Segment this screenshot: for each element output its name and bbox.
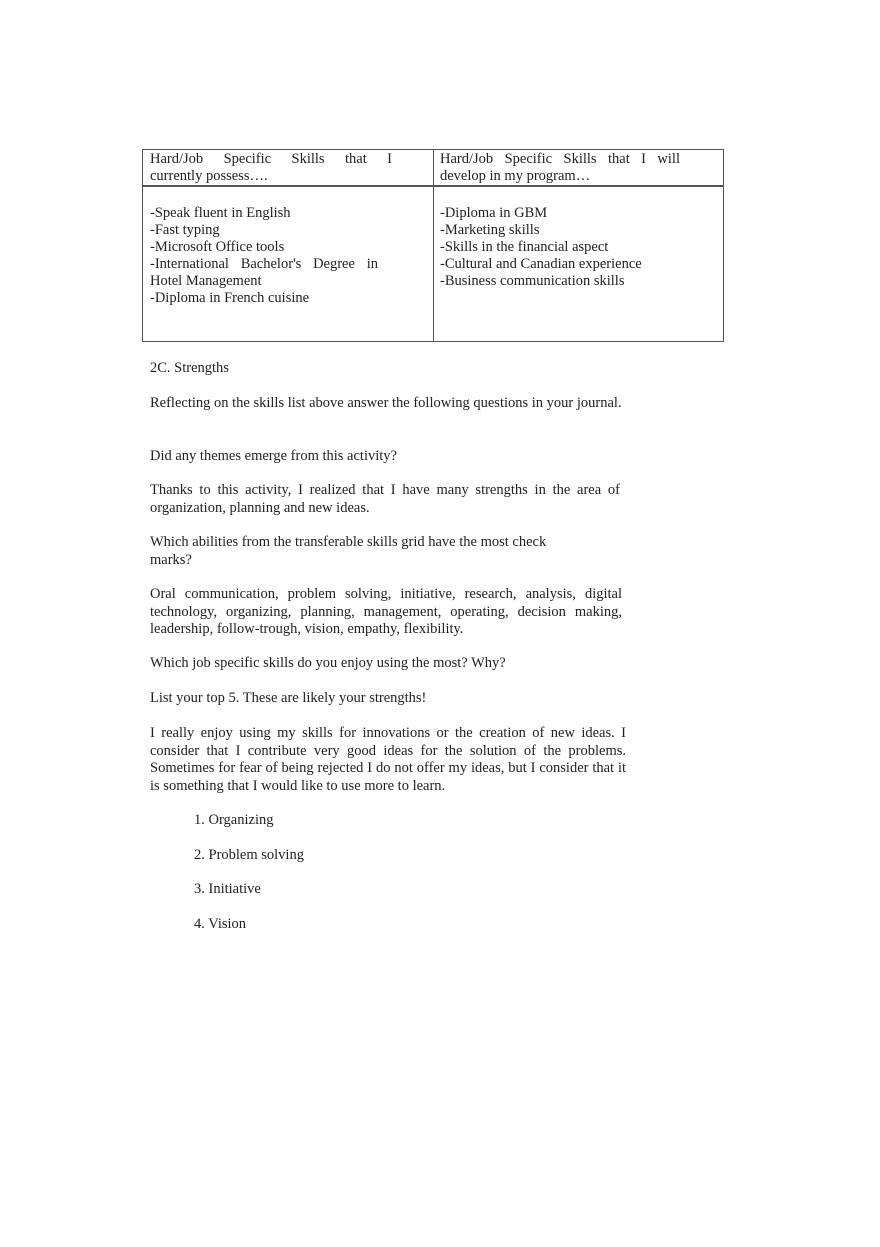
develop-skill-item: -Skills in the financial aspect — [440, 239, 609, 255]
section-title: 2C. Strengths — [150, 360, 229, 376]
answer-check-marks: Oral communication, problem solving, initiative, research, analysis, digital technology, organizing, planning, management, operating, decision making, leadership, follow-trough, vision, empathy, flexibility. — [150, 586, 622, 637]
top-list-item: 2. Problem solving — [194, 847, 304, 863]
question-check-marks: Which abilities from the transferable skills grid have the most check marks? — [150, 534, 547, 568]
question-themes: Did any themes emerge from this activity? — [150, 448, 397, 464]
current-skill-item: -Speak fluent in English — [150, 205, 291, 221]
answer-themes: Thanks to this activity, I realized that I have many strengths in the area of organization, planning and new ideas. — [150, 482, 620, 516]
current-skills-header-line: Hard/Job Specific Skills that I — [150, 151, 392, 167]
current-skills-header — [150, 151, 392, 185]
current-skill-item: -Diploma in French cuisine — [150, 290, 310, 306]
develop-skills-header — [440, 151, 680, 185]
top-list-item: 4. Vision — [194, 916, 247, 932]
answer-enjoy-skills: I really enjoy using my skills for innovations or the creation of new ideas. I consider that I contribute very good ideas for the solution of the problems. Sometimes for fear of being rejected I do not offer my ideas, but I consider that it is something that I would like to use more to learn. — [150, 725, 626, 794]
current-skill-item: -Microsoft Office tools — [150, 239, 285, 255]
top-list-item: 1. Organizing — [194, 812, 274, 828]
question-top-five: List your top 5. These are likely your strengths! — [150, 690, 427, 706]
skills-table — [142, 149, 724, 342]
current-skills-list — [150, 205, 378, 307]
develop-skill-item: -Diploma in GBM — [440, 205, 548, 221]
develop-skills-list — [440, 205, 700, 290]
develop-skills-column — [434, 150, 723, 341]
current-skills-column — [143, 150, 434, 341]
develop-skills-header-line: develop in my program… — [440, 168, 591, 184]
current-skill-item: -Fast typing — [150, 222, 220, 238]
top-list-item: 3. Initiative — [194, 881, 261, 897]
question-enjoy-skills: Which job specific skills do you enjoy using the most? Why? — [150, 655, 506, 671]
header-divider — [143, 185, 723, 187]
develop-skill-item: -Business communication skills — [440, 273, 625, 289]
develop-skills-header-line: Hard/Job Specific Skills that I will — [440, 151, 680, 167]
develop-skill-item: -Cultural and Canadian experience — [440, 256, 642, 272]
develop-skill-item: -Marketing skills — [440, 222, 540, 238]
current-skills-header-line: currently possess…. — [150, 168, 268, 184]
current-skill-item: -International Bachelor's Degree in Hotel Management — [150, 256, 378, 289]
intro-paragraph: Reflecting on the skills list above answer the following questions in your journal. — [150, 395, 622, 411]
